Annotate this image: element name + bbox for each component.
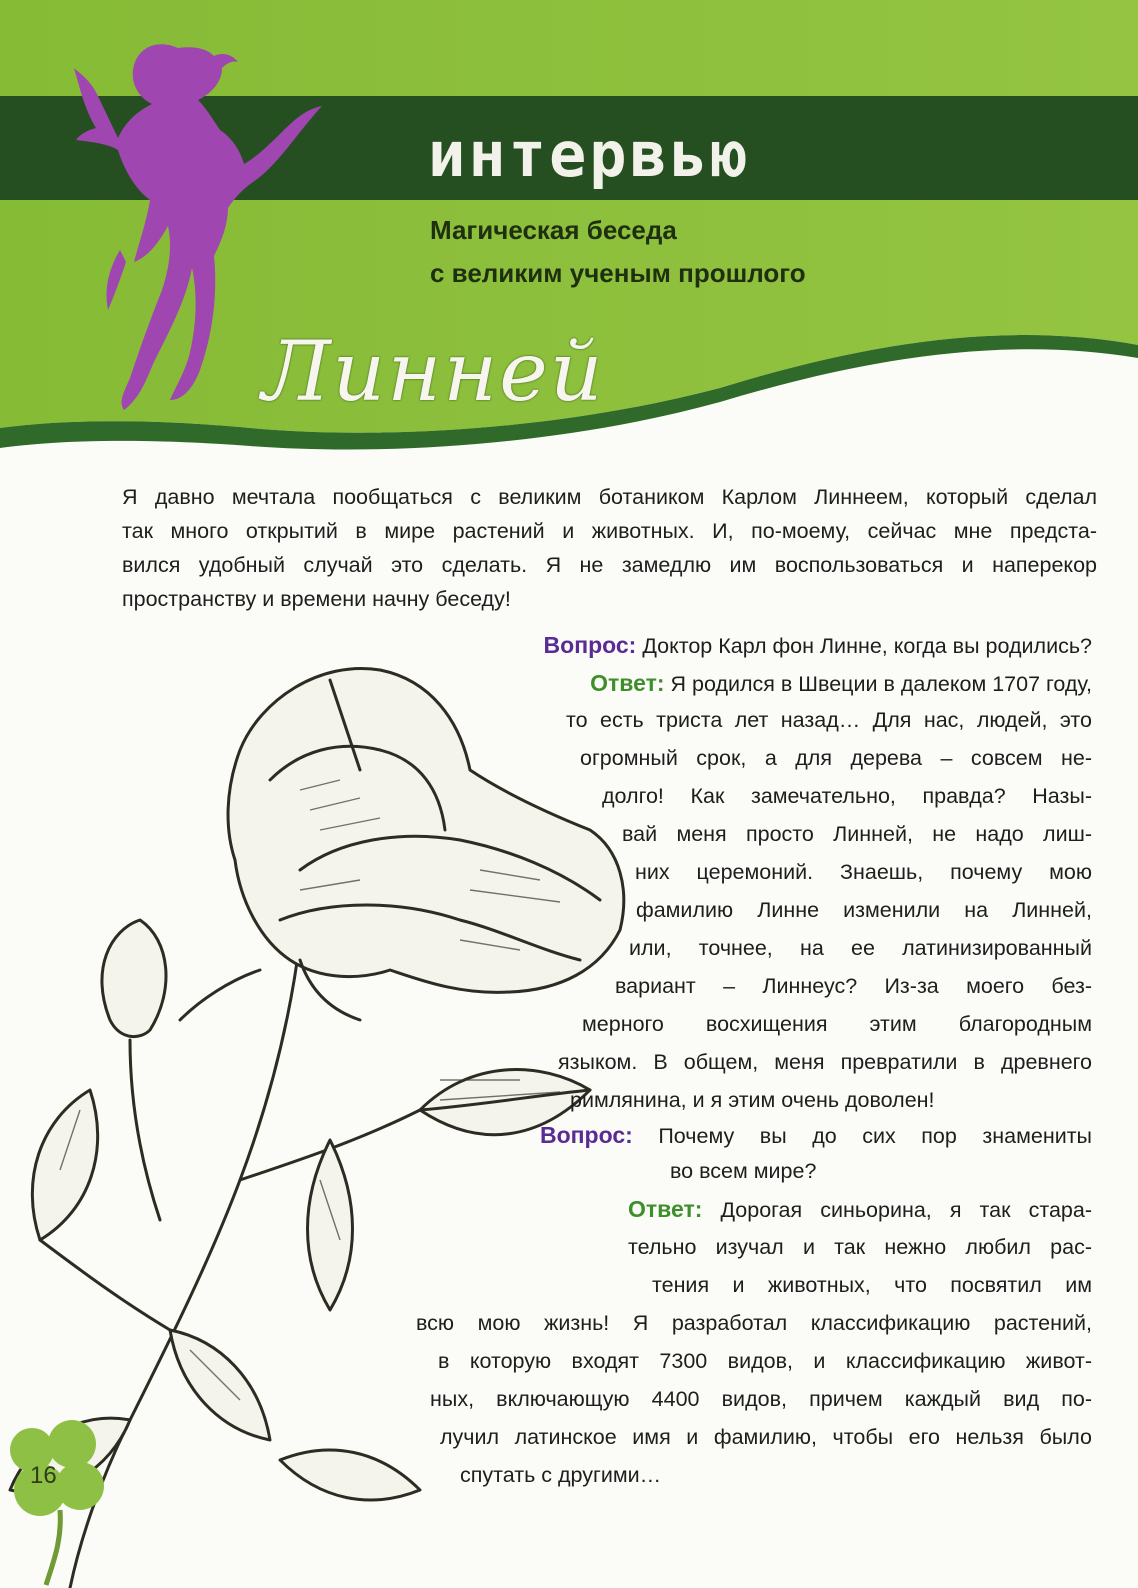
question-text-line-2: во всем мире?	[670, 1159, 817, 1183]
question-2	[540, 1118, 1092, 1153]
subtitle-line-2: с великим ученым прошлого	[430, 258, 806, 288]
answer-line: языком. В общем, меня превратили в древнего	[558, 1050, 1092, 1074]
name-title: Линней	[262, 325, 605, 420]
clover-icon	[10, 1420, 110, 1588]
answer-line: или, точнее, на ее латинизированный	[629, 936, 1092, 960]
intro-paragraph	[122, 480, 1097, 616]
answer-line: долго! Как замечательно, правда? Назы-	[602, 784, 1092, 808]
answer-line: лучил латинское имя и фамилию, чтобы его нельзя было	[440, 1425, 1092, 1449]
answer-line: спутать с другими…	[460, 1463, 662, 1487]
question-label: Вопрос:	[543, 632, 637, 658]
question-1	[420, 628, 1092, 663]
question-text: Почему вы до сих пор знамениты	[632, 1124, 1092, 1148]
answer-line: тельно изучал и так нежно любил рас-	[628, 1235, 1092, 1259]
intro-line: пространству и времени начну беседу!	[122, 587, 511, 611]
answer-text: Я родился в Швеции в далеком 1707 году,	[664, 672, 1092, 696]
answer-line: мерного восхищения этим благородным	[582, 1012, 1092, 1036]
section-title: интервью	[428, 118, 751, 191]
answer-line: фамилию Линне изменили на Линней,	[636, 898, 1092, 922]
answer-1-first-line	[503, 666, 1092, 701]
answer-label: Ответ:	[628, 1196, 703, 1222]
answer-line: огромный срок, а для дерева – совсем не-	[580, 746, 1092, 770]
answer-line: римлянина, и я этим очень доволен!	[570, 1088, 935, 1112]
answer-2-first-line	[628, 1192, 1092, 1227]
question-text: Доктор Карл фон Линне, когда вы родились?	[636, 634, 1092, 658]
page-number: 16	[30, 1462, 57, 1489]
answer-line: тения и животных, что посвятил им	[652, 1273, 1092, 1297]
answer-line: всю мою жизнь! Я разработал классификацию растений,	[416, 1311, 1092, 1335]
question-label: Вопрос:	[540, 1122, 633, 1148]
subtitle-line-1: Магическая беседа	[430, 215, 677, 245]
answer-line: вай меня просто Линней, не надо лиш-	[622, 822, 1092, 846]
answer-line: них церемоний. Знаешь, почему мою	[635, 860, 1092, 884]
answer-label: Ответ:	[590, 670, 665, 696]
answer-line: то есть триста лет назад… Для нас, людей, это	[566, 708, 1092, 732]
answer-line: ных, включающую 4400 видов, причем каждый вид по-	[430, 1387, 1092, 1411]
intro-line: вился удобный случай это сделать. Я не замедлю им воспользоваться и наперекор	[122, 553, 1097, 577]
answer-line: в которую входят 7300 видов, и классификацию живот-	[438, 1349, 1092, 1373]
answer-1-body	[566, 703, 1092, 737]
intro-line: Я давно мечтала пообщаться с великим ботаником Карлом Линнеем, который сделал	[122, 485, 1097, 509]
answer-text: Дорогая синьорина, я так стара-	[702, 1198, 1092, 1222]
answer-line: вариант – Линнеус? Из-за моего без-	[615, 974, 1092, 998]
intro-line: так много открытий в мире растений и животных. И, по-моему, сейчас мне предста-	[122, 519, 1097, 543]
